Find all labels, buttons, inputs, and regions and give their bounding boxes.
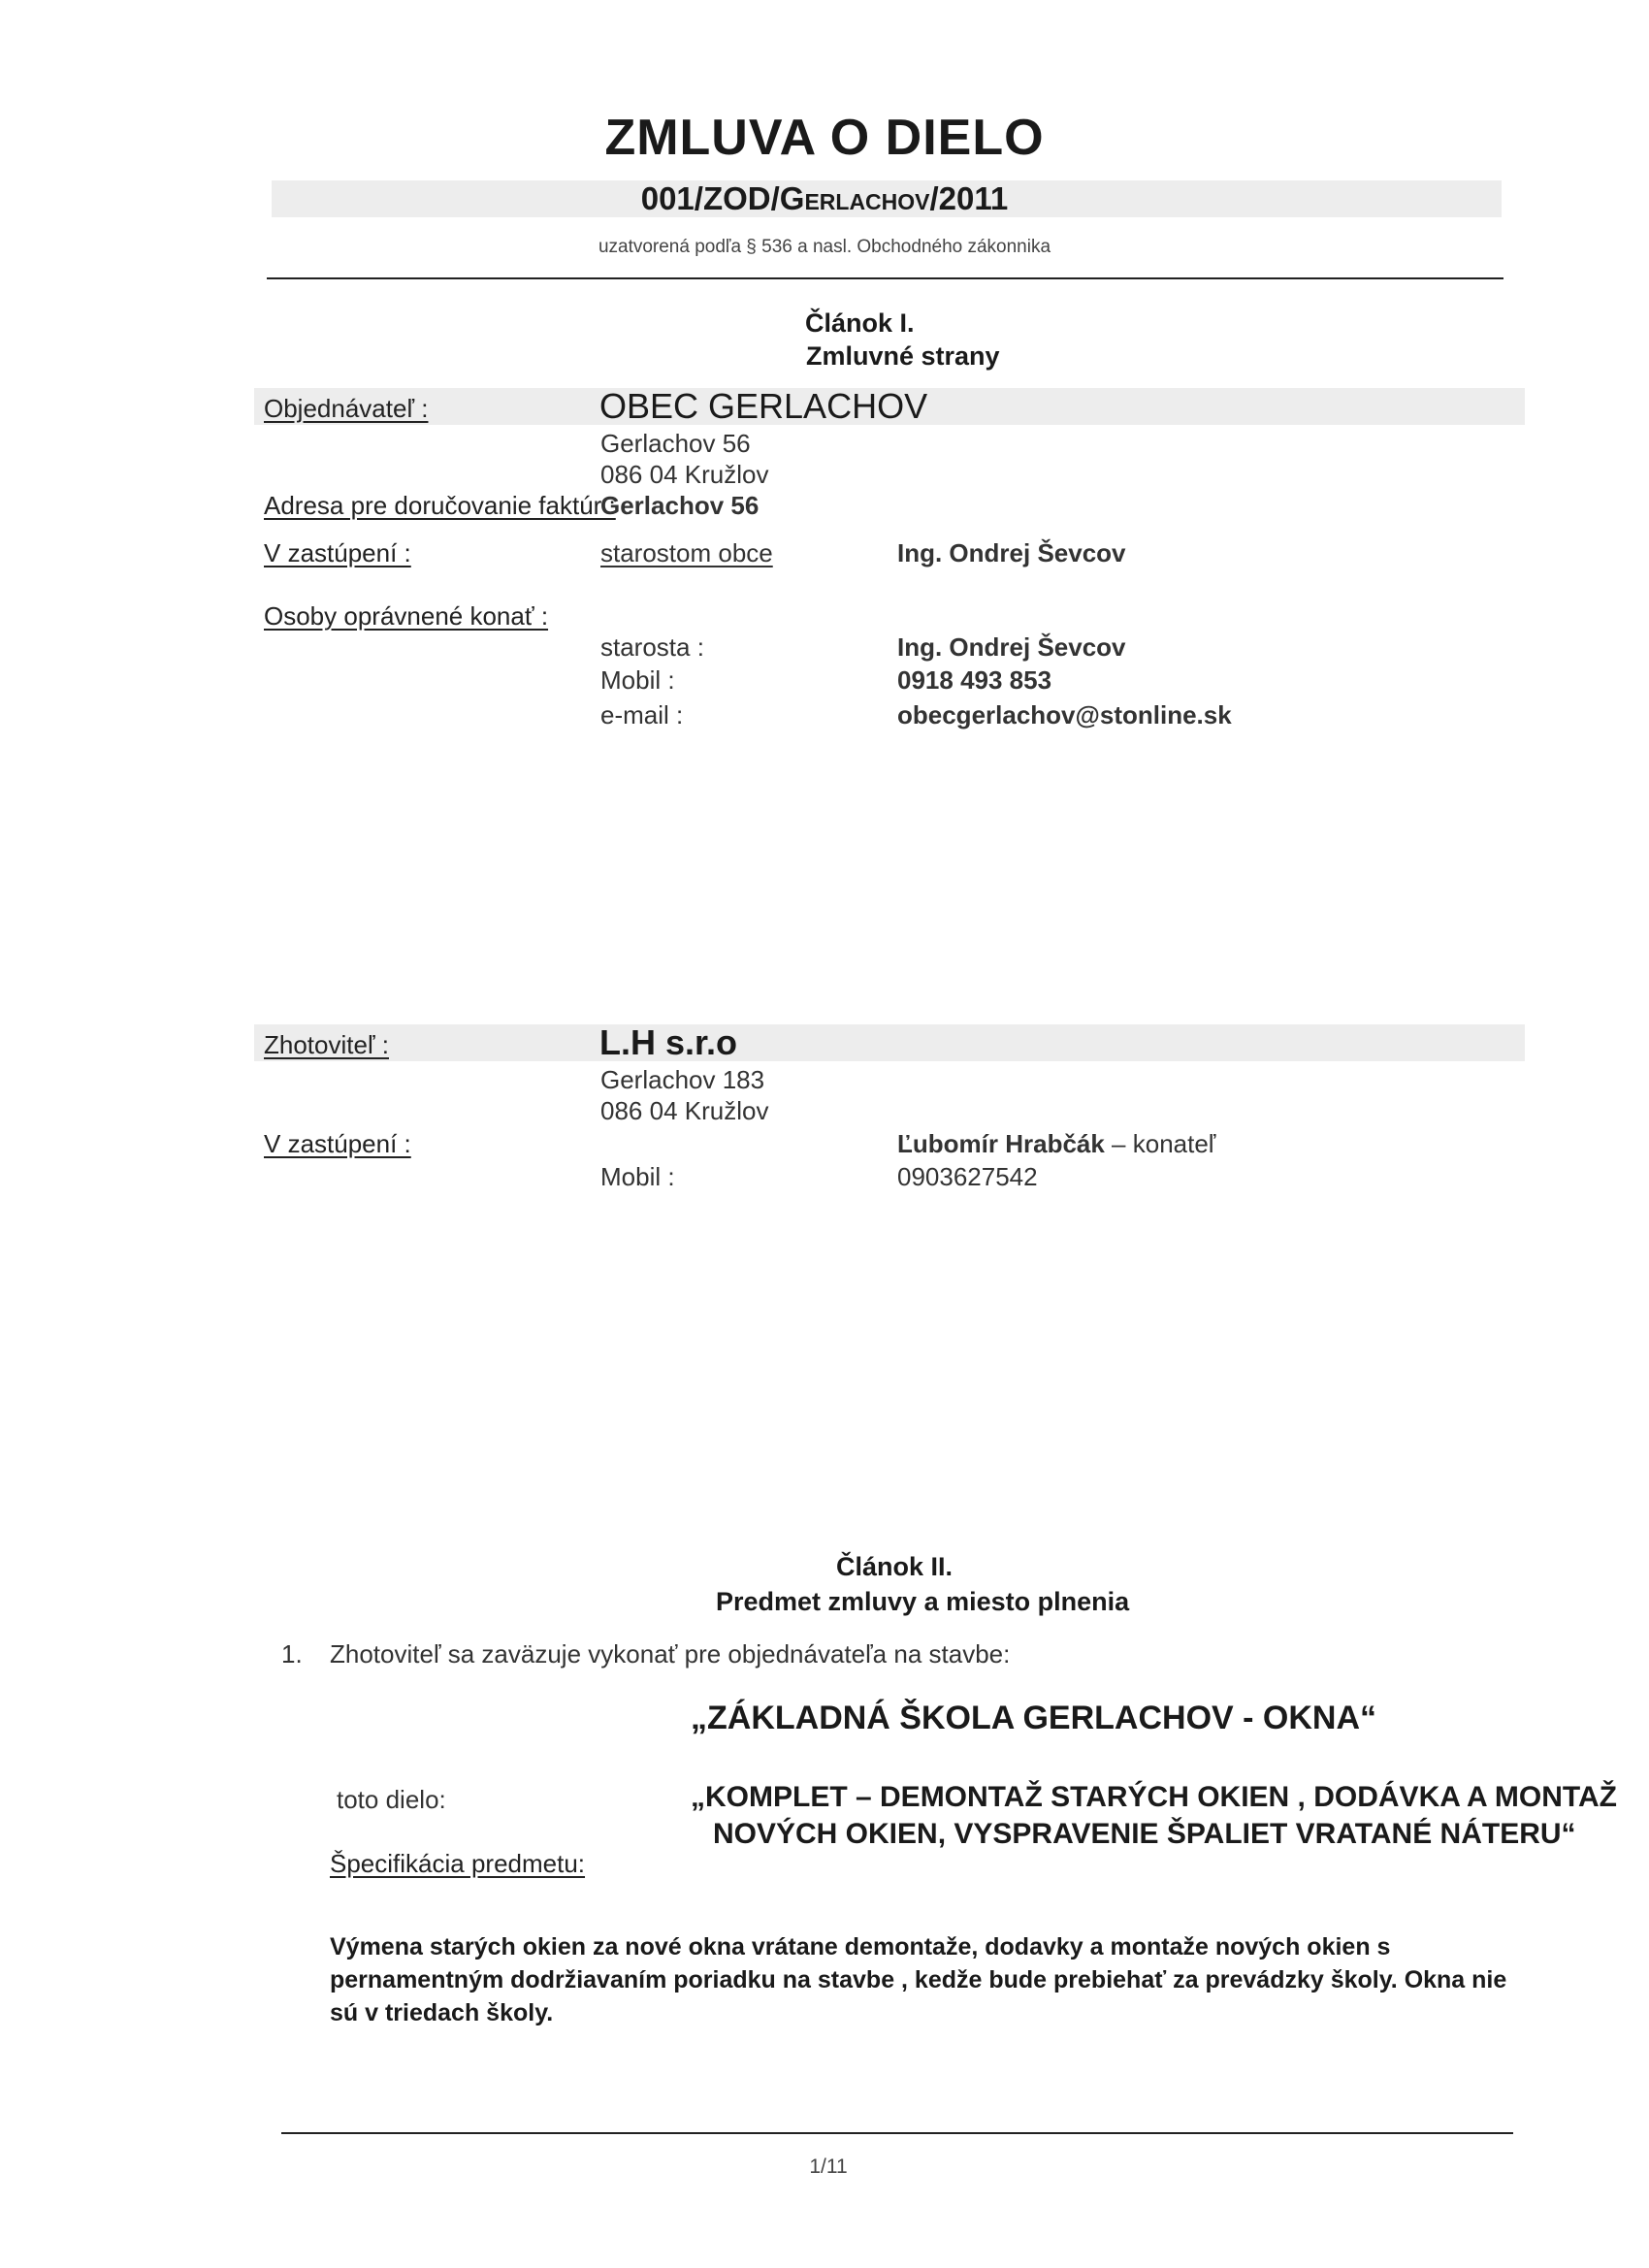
invoice-address-label: Adresa pre doručovanie faktúr : — [264, 491, 616, 520]
article2-name: Predmet zmluvy a miesto plnenia — [716, 1587, 1130, 1616]
client-address-line2: 086 04 Kružlov — [600, 460, 769, 489]
contractor-mobile-label: Mobil : — [600, 1162, 675, 1191]
client-mobile-label: Mobil : — [600, 665, 675, 695]
header-divider — [267, 277, 1504, 279]
document-subtitle: uzatvorená podľa § 536 a nasl. Obchodného zákonnika — [598, 237, 1051, 257]
client-represented-label: V zastúpení : — [264, 538, 411, 567]
footer-divider — [281, 2132, 1513, 2134]
spec-label: Špecifikácia predmetu: — [330, 1849, 586, 1878]
client-mobile-value: 0918 493 853 — [897, 665, 1052, 695]
contractor-label: Zhotoviteľ : — [264, 1030, 389, 1059]
article2-number: Článok II. — [836, 1552, 954, 1581]
contractor-represented-label: V zastúpení : — [264, 1129, 411, 1158]
article2-item-number: 1. — [281, 1639, 303, 1669]
contractor-mobile-value: 0903627542 — [897, 1162, 1038, 1191]
contractor-band — [254, 1024, 1525, 1061]
page-number: 1/11 — [809, 2155, 848, 2178]
article1-number: Článok I. — [805, 308, 915, 338]
contractor-address-line2: 086 04 Kružlov — [600, 1096, 769, 1125]
client-email-label: e-mail : — [600, 700, 684, 729]
mayor-name: Ing. Ondrej Ševcov — [897, 632, 1126, 662]
contract-code-suffix: /2011 — [929, 180, 1009, 216]
contract-code-prefix: 001/ZOD/ — [640, 180, 780, 216]
client-address-line1: Gerlachov 56 — [600, 429, 751, 458]
contractor-name: L.H s.r.o — [599, 1022, 738, 1062]
contract-code-name: Gerlachov — [779, 180, 930, 216]
client-email-value: obecgerlachov@stonline.sk — [897, 700, 1232, 729]
article1-name: Zmluvné strany — [806, 341, 1000, 371]
mayor-label: starosta : — [600, 632, 704, 662]
contract-code — [0, 180, 1649, 217]
client-represented-role: starostom obce — [600, 538, 773, 567]
spec-text: Výmena starých okien za nové okna vrátane demontaže, dodavky a montaže nových okien s pernamentným dodržiavaním poriadku na stavbe , kedže bude prebiehať za prevádzky školy. Okna nie sú v triedach školy. — [330, 1933, 1507, 2026]
client-label: Objednávateľ : — [264, 394, 429, 423]
document-title: ZMLUVA O DIELO — [604, 110, 1045, 166]
work-line1: „KOMPLET – DEMONTAŽ STARÝCH OKIEN , DODÁVKA A MONTAŽ — [691, 1781, 1617, 1813]
building-name: „ZÁKLADNÁ ŠKOLA GERLACHOV - OKNA“ — [691, 1700, 1377, 1736]
contractor-representative — [897, 1129, 1215, 1159]
article2-item-text: Zhotoviteľ sa zaväzuje vykonať pre objednávateľa na stavbe: — [330, 1639, 1011, 1669]
invoice-address-value: Gerlachov 56 — [600, 491, 760, 520]
contractor-address-line1: Gerlachov 183 — [600, 1065, 765, 1094]
client-represented-name: Ing. Ondrej Ševcov — [897, 538, 1126, 567]
contractor-representative-name: Ľubomír Hrabčák — [897, 1129, 1105, 1158]
contractor-representative-role: – konateľ — [1104, 1129, 1216, 1158]
client-name: OBEC GERLACHOV — [599, 386, 928, 426]
authorized-persons-label: Osoby oprávnené konať : — [264, 601, 549, 631]
work-label: toto dielo: — [337, 1785, 446, 1814]
work-line2: NOVÝCH OKIEN, VYSPRAVENIE ŠPALIET VRATANÉ NÁTERU“ — [713, 1818, 1576, 1850]
